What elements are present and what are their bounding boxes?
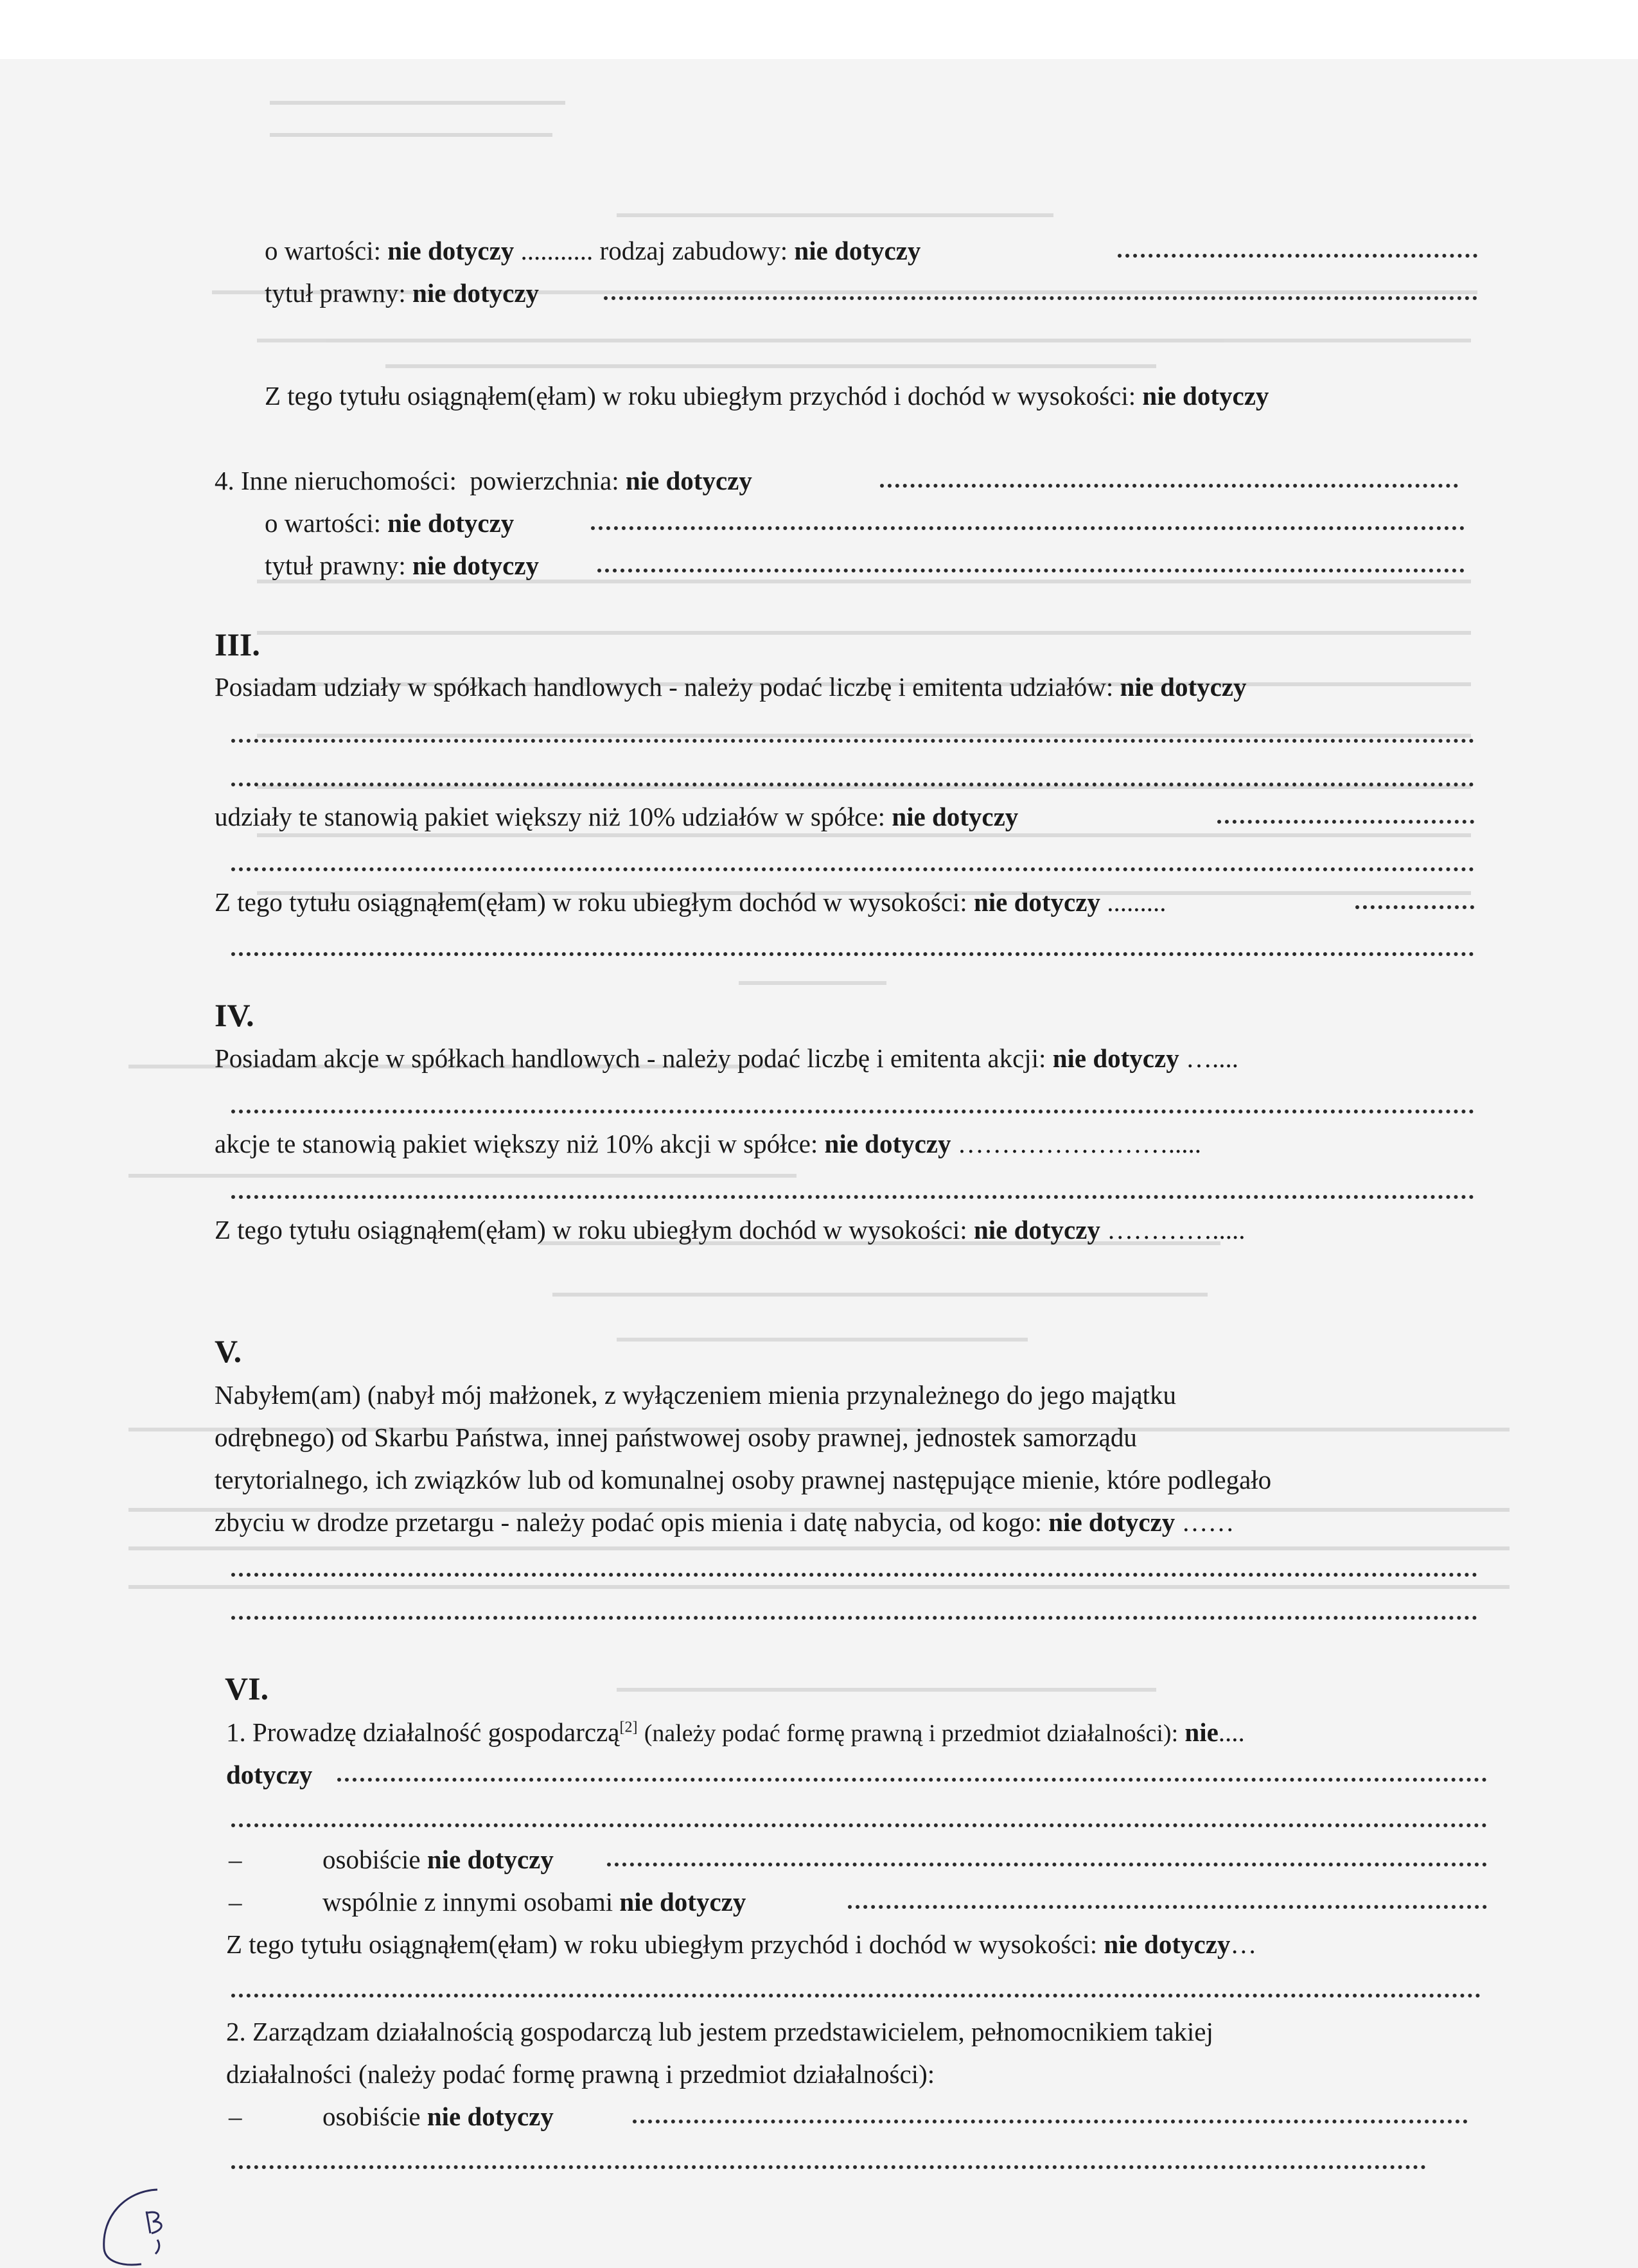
s2-item4-title-line: tytuł prawny: nie dotyczy [265, 551, 540, 580]
section-heading-iii: III. [215, 626, 260, 662]
s3-shares-line: Posiadam udziały w spółkach handlowych - należy podać liczbę i emitenta udziałów: nie dotyczy [215, 672, 1247, 702]
s2-value-line: o wartości: nie dotyczy ........... rodzaj zabudowy: nie dotyczy [265, 236, 921, 265]
fill-dots [607, 1863, 1487, 1866]
s5-line-1: Nabyłem(am) (nabył mój małżonek, z wyłączeniem mienia przynależnego do jego majątku [215, 1380, 1177, 1410]
s2-item4-value-line: o wartości: nie dotyczy [265, 508, 515, 538]
fill-dots [231, 867, 1474, 871]
s6-joint-line: wspólnie z innymi osobami nie dotyczy [322, 1887, 746, 1917]
fill-dots [231, 783, 1474, 786]
s6-item1-line: 1. Prowadzę działalność gospodarczą[2] (należy podać formę prawną i przedmiot działalności): nie.... [226, 1717, 1245, 1747]
fill-dots [633, 2120, 1468, 2123]
fill-dots [1118, 254, 1477, 258]
s5-line-2: odrębnego) od Skarbu Państwa, innej państwowej osoby prawnej, jednostek samorządu [215, 1422, 1137, 1452]
fill-dots [604, 296, 1477, 300]
fill-dots [231, 1195, 1474, 1199]
fill-dots [231, 1110, 1474, 1113]
fill-dots [231, 1994, 1481, 1998]
fill-dots [1355, 905, 1474, 909]
fill-dots [231, 952, 1474, 956]
s3-percent-line: udziały te stanowią pakiet większy niż 10% udziałów w spółce: nie dotyczy [215, 802, 1019, 831]
fill-dots [231, 739, 1474, 743]
fill-dots [231, 1573, 1477, 1577]
fill-dots [848, 1905, 1487, 1909]
s4-shares-line: Posiadam akcje w spółkach handlowych - należy podać liczbę i emitenta akcji: nie dotyczy ….... [215, 1043, 1238, 1073]
handwritten-initials-mark [96, 2178, 186, 2268]
section-heading-v: V. [215, 1333, 242, 1369]
s4-percent-line: akcje te stanowią pakiet większy niż 10% akcji w spółce: nie dotyczy ……………………..... [215, 1129, 1202, 1158]
s2-income-line: Z tego tytułu osiągnąłem(ęłam) w roku ubiegłym przychód i dochód w wysokości: nie dotyczy [265, 381, 1269, 411]
fill-dots [231, 1823, 1487, 1827]
fill-dots [597, 569, 1465, 572]
s2-title-line: tytuł prawny: nie dotyczy [265, 278, 540, 308]
s2-item4-line: 4. Inne nieruchomości: powierzchnia: nie dotyczy [215, 466, 752, 495]
s6-dash-line: – [229, 1887, 242, 1917]
section-heading-vi: VI. [225, 1670, 269, 1706]
s6-item2-line-1: 2. Zarządzam działalnością gospodarczą lub jestem przedstawicielem, pełnomocnikiem takiej [226, 2017, 1213, 2046]
fill-dots [231, 1616, 1477, 1620]
s5-line-3: terytorialnego, ich związków lub od komunalnej osoby prawnej następujące mienie, które podlegało [215, 1465, 1272, 1494]
s6-personal-line: osobiście nie dotyczy [322, 1845, 554, 1874]
s5-line-4: zbyciu w drodze przetargu - należy podać opis mienia i datę nabycia, od kogo: nie dotyczy …… [215, 1507, 1235, 1537]
s6-item1-continued: dotyczy [226, 1760, 313, 1789]
fill-dots [591, 526, 1465, 530]
s6-item2-line-2: działalności (należy podać formę prawną i przedmiot działalności): [226, 2059, 935, 2089]
fill-dots [231, 2165, 1426, 2169]
s6-dash-line: – [229, 1845, 242, 1874]
s3-income-line: Z tego tytułu osiągnąłem(ęłam) w roku ubiegłym dochód w wysokości: nie dotyczy ......... [215, 887, 1167, 917]
s6-dash-line: – [229, 2102, 242, 2131]
fill-dots [880, 484, 1458, 488]
fill-dots [1217, 820, 1474, 824]
s6-income-line: Z tego tytułu osiągnąłem(ęłam) w roku ubiegłym przychód i dochód w wysokości: nie dotyczy… [226, 1929, 1257, 1959]
s4-income-line: Z tego tytułu osiągnąłem(ęłam) w roku ubiegłym dochód w wysokości: nie dotyczy …………..... [215, 1215, 1246, 1245]
s6-item2-personal-line: osobiście nie dotyczy [322, 2102, 554, 2131]
fill-dots [337, 1778, 1487, 1782]
page-top-edge [0, 0, 1638, 59]
section-heading-iv: IV. [215, 997, 254, 1033]
